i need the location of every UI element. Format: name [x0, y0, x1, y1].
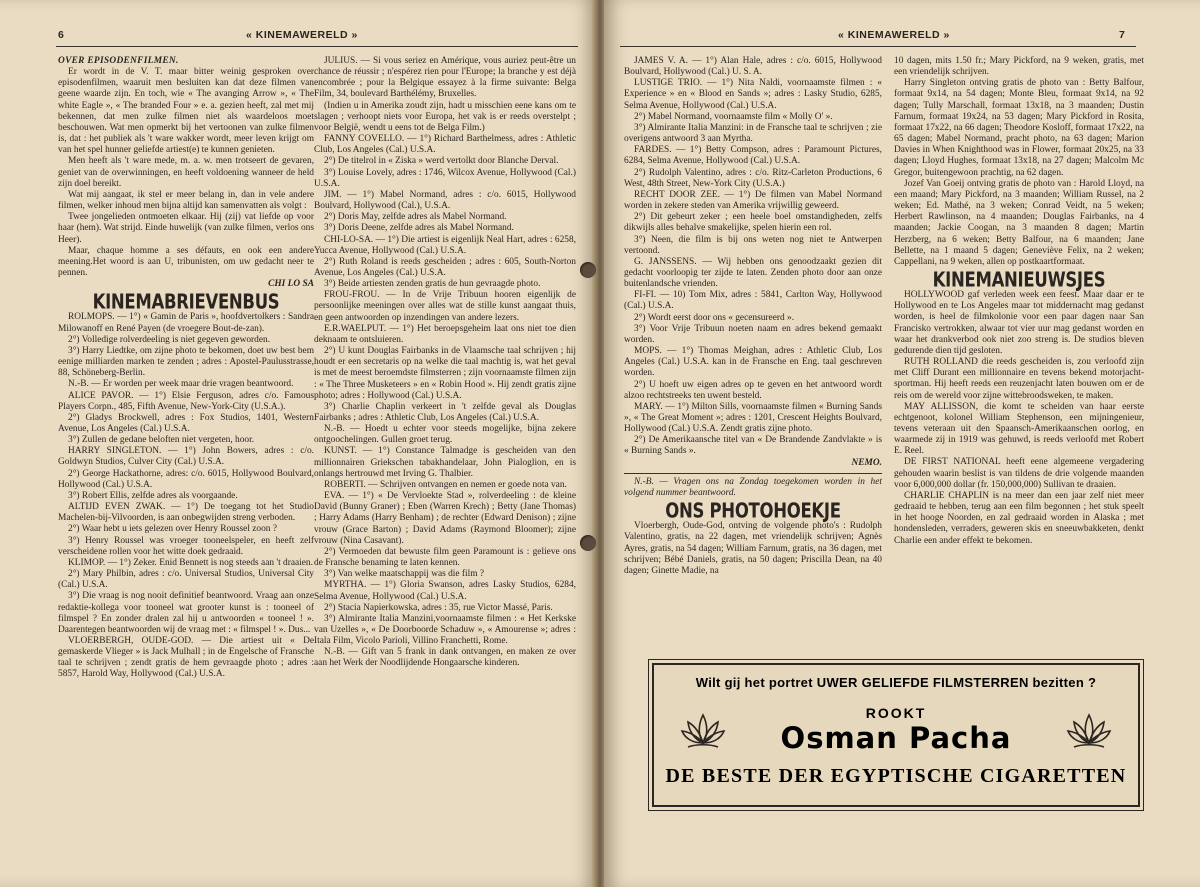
left-column-1 — [58, 56, 314, 681]
left-header — [0, 30, 596, 44]
answer: FANNY COVELLO. — 1°) Richard Barthelmess, adres : Athletic Club, Los Angeles (Cal.) U.S.A. — [314, 134, 576, 156]
answer: 2°) Rudolph Valentino, adres : c/o. Ritz-Carleton Productions, 6 West, 48th Street, New-York City (U.S.A.) — [624, 167, 882, 189]
answer: JAMES V. A. — 1°) Alan Hale, adres : c/o. 6015, Hollywood Boulvard, Hollywood (Cal.) U. S. A. — [624, 56, 882, 78]
answer: 2°) Volledige rolverdeeling is niet gegeven geworden. — [68, 334, 271, 345]
answer: LUSTIGE TRIO. — 1°) Nita Naldi, voornaamste filmen : « Experience » en « Blood en Sands »; adres : Lasky Studio, 6285, Selma Avenue, Hollywood (Cal.) U.S.A. — [624, 78, 882, 111]
paragraph: Maar, chaque homme a ses défauts, en ook een andere meening.Het woord is aan U, tribunisten, om uw gedacht neer te pennen. — [58, 245, 314, 278]
editor-note: N.-B. — Vragen ons na Zondag toegekomen worden in het volgend nummer beantwoord. — [624, 473, 882, 499]
answer: 3°) Louise Lovely, adres : 1746, Wilcox Avenue, Hollywood (Cal.) U.S.A. — [314, 167, 576, 189]
answer: 3°) Charlie Chaplin verkeert in 't zelfde geval als Douglas Fairbanks ; adres : Athletic Club, Los Angeles (Cal.) U.S.A. — [314, 401, 576, 423]
answer: 3°) Almirante Italia Manzini: in de Fransche taal te schrijven ; zie overigens antwoord 3 aan Myrtha. — [624, 122, 882, 145]
answer: MOPS. — 1°) Thomas Meighan, adres : Athletic Club, Los Angeles (Cal.) U.S.A. kan in de Fransche en Eng. taal geschreven worden. — [624, 346, 882, 379]
answer: MYRTHA. — 1°) Gloria Swanson, adres Lasky Studios, 6284, Selma Avenue, Hollywood (Cal.) U.S.A. — [314, 580, 576, 602]
answer: 2°) De titelrol in « Ziska » werd vertolkt door Blanche Derval. — [324, 156, 559, 167]
section-banner: ONS PHOTOHOEKJE — [665, 498, 841, 523]
ad-brand-name: Osman Pacha — [780, 721, 1012, 755]
answer: KLIMOP. — 1°) Zeker. Enid Bennett is nog steeds aan 't draaien. — [68, 557, 313, 568]
answer: N.-B. — Gift van 5 frank in dank ontvangen, en maken ze over aan het Werk der Noodlijdende Hongaarsche kinderen. — [314, 647, 576, 669]
answer: 2°) Mabel Normand, voornaamste film « Molly O' ». — [634, 111, 833, 122]
answer: 2°) Ruth Roland is reeds gescheiden ; adres : 605, South-Norton Avenue, Los Angeles (Cal.) U.S.A. — [314, 256, 576, 278]
left-column-2 — [314, 56, 576, 670]
paragraph: Men heeft als 't ware mede, m. a. w. men trotseert de gevaren, geniet van de overwinningen, en heeft voldoening wanneer de held zijn doel bereikt. — [58, 156, 314, 189]
answer: 3°) Almirante Italia Manzini,voornaamste filmen : « Het Kerkske van Uzelles », « De Doorboorde Schaduw », « Amourense »; adres : Itala Film, Vicolo Parioli, Villino Franchetti, Rome. — [314, 613, 576, 647]
section-banner: KINEMABRIEVENBUS — [92, 289, 280, 314]
cigarette-advertisement — [652, 663, 1140, 807]
header-rule — [56, 46, 578, 47]
header-rule — [620, 46, 1136, 47]
news-item: HOLLYWOOD gaf verleden week een feest. Maar daar er te Hollywood en te Los Angeles maar tot middernacht mag gedanst worden, is heel de filmkolonie voor een paar dagen naar San Francisko vertrokken, alwaar tot vier uur mag gedanst worden en waar het drankverbod ook niet zoo streng is. De studios bleven gedurende dien tijd gesloten. — [894, 290, 1144, 356]
answer: FROU-FROU. — In de Vrije Tribuun hooren eigenlijk de persoonlijke meeningen over alles wat de stille kunst aangaat thuis, en geen antwoorden op inzendingen van andere lezers. — [314, 290, 576, 323]
answer: 3°) Die vraag is nog nooit definitief beantwoord. Vraag aan onze redaktie-kollega voor tooneel wat grooter kunst is : tooneel of filmspel ? En zonder dralen zal hij u antwoorden « tooneel ! ». Daarentegen beantwoorden wij de vraag met : « filmspel ! ». Dus... — [58, 591, 314, 635]
answer: JULIUS. — Si vous seriez en Amérique, vous auriez peut-être un chance de réussir ; n'espérez rien pour l'Europe; la branche y est déjà encombrée ; pour la Belgique essayez à la firme suivante: Belga Film, 34, boulevard Barthélémy, Bruxelles. — [314, 56, 576, 100]
running-title: « KINEMAWERELD » — [838, 29, 950, 41]
ad-rookt: ROOKT — [865, 705, 927, 721]
answer: ALICE PAVOR. — 1°) Elsie Ferguson, adres c/o. Famous Players Corpn., 485, Fifth Avenue, New-York-City (U.S.A.). — [58, 390, 314, 412]
answer: RECHT DOOR ZEE. — 1°) De filmen van Mabel Normand worden in zekere steden van Amerika vrijwillig geweerd. — [624, 189, 882, 212]
answer: 2°) U hoeft uw eigen adres op te geven en het antwoord wordt alzoo rechtstreeks ten uwent besteld. — [624, 379, 882, 401]
answer: 3°) Henry Roussel was vroeger tooneelspeler, en heeft zelf verscheidene rollen voor het witte doek gedraaid. — [58, 535, 314, 557]
answer: 2°) Vermoeden dat bewuste film geen Paramount is : gelieve ons de Fransche benaming te laten kennen. — [314, 546, 576, 569]
left-page — [0, 0, 596, 887]
answer: 3°) Van welke maatschappij was die film ? — [324, 569, 485, 580]
answer: 2°) Mary Philbin, adres : c/o. Universal Studios, Universal City (Cal.) U.S.A. — [58, 569, 314, 591]
answer: 2°) Waar hebt u iets gelezen over Henry Roussel zoon ? — [68, 524, 277, 535]
paragraph: Vloerbergh, Oude-God, ontving de volgende photo's : Rudolph Valentino, gratis, na 22 dagen, met vriendelijk schrijven; Agnès Ayres, gratis, na 54 dagen; William Farnum, gratis, na 36 dagen, met schrijven; Bébé Daniels, gratis, na 50 dagen; Priscilla Dean, na 40 dagen; Ginette Madie, na — [624, 521, 882, 576]
answer: 3°) Doris Deene, zelfde adres als Mabel Normand. — [324, 223, 514, 234]
punch-hole — [580, 535, 596, 551]
answer: 3°) Harry Liedtke, om zijne photo te bekomen, doet uw best bem eenige milliarden marken te zenden ; adres : Apostel-Paulusstrasse, 88, Schöneberg-Berlin. — [58, 345, 314, 379]
paragraph: Er wordt in de V. T. maar bitter weinig gesproken over episodenfilmen, waaruit men besluiten kan dat deze filmen van geene waarde zijn. En toch, wie « The avanging Arrow », « The white Eagle », « The branded Four » e. a. gezien heeft, zal met mij bekennen, dat men zulke filmen niet als waardeloos moet beschouwen. Wat men opmerkt bij het vertoonen van zulke filmen is, dat : het publiek als 't ware wakker wordt, meer leven krijgt om van het spel hunner geliefde artiest(e) te kunnen genieten. — [58, 67, 314, 156]
answer: G. JANSSENS. — Wij hebben ons genoodzaakt gezien dit gedacht voorloopig ter zijde te laten. Zenden photo door aan onze buitenlandsche vrienden. — [624, 256, 882, 290]
paragraph: Twee jongelieden ontmoeten elkaar. Hij (zij) vat liefde op voor haar (hem). Wat strijd. Einde huwelijk (van zulke filmen, verlos ons Heer). — [58, 212, 314, 245]
answer: 3°) Robert Ellis, zelfde adres als voorgaande. — [68, 490, 238, 501]
article-heading: OVER EPISODENFILMEN. — [58, 56, 179, 66]
answer: ROBERTI. — Schrijven ontvangen en nemen er goede nota van. — [324, 479, 567, 490]
answer: FARDES. — 1°) Betty Compson, adres : Paramount Pictures, 6284, Selma Avenue, Hollywood (Cal.) U.S.A. — [624, 145, 882, 167]
answer: 2°) George Hackathorne, adres: c/o. 6015, Hollywood Boulvard, Hollywood (Cal.) U.S.A. — [58, 468, 314, 490]
signature: CHI LO SA — [268, 279, 314, 290]
answer: E.R.WAELPUT. — 1°) Het beroepsgeheim laat ons niet toe dien deknaam te ontsluieren. — [314, 323, 576, 345]
page-number: 7 — [1119, 29, 1126, 41]
answer: VLOERBERGH, OUDE-GOD. — Die artiest uit « De gemaskerde Vlieger » is Jack Mulhall ; in de Engelsche of Fransche taal te schrijven ; zendt gratis de hem gevraagde photo ; adres : 5857, Harold Way, Hollywood (Cal.) U.S.A. — [58, 635, 314, 680]
answer: MARY. — 1°) Milton Sills, voornaamste filmen « Burning Sands », « The Great Moment »; adres : 1201, Crescent Heights Boulvard, Hollywood (Cal.) U.S.A. Zendt gratis zijne photo. — [624, 401, 882, 435]
news-item: DE FIRST NATIONAL heeft eene algemeene vergadering gehouden waarin beslist is van tildens de drie volgende maanden voor 6,000,000 dollar (fr. 150,000,000) Sullivan te draaien. — [894, 457, 1144, 490]
punch-hole — [580, 262, 596, 278]
answer: ROLMOPS. — 1°) « Gamin de Paris », hoofdvertolkers : Sandra Milowanoff en René Payen (de vroegere Bout-de-zan). — [58, 312, 314, 334]
answer: N.-B. — Er worden per week maar drie vragen beantwoord. — [68, 379, 294, 390]
answer: 3°) Beide artiesten zenden gratis de hun gevraagde photo. — [324, 279, 541, 290]
page-number: 6 — [58, 29, 65, 41]
answer: 2°) Stacia Napierkowska, adres : 35, rue Victor Massé, Paris. — [324, 602, 553, 613]
running-title: « KINEMAWERELD » — [246, 29, 358, 41]
answer: 3°) Zullen de gedane beloften niet vergeten, hoor. — [68, 435, 255, 446]
answer: N.-B. — Hoedt u echter voor steeds mogelijke, bijna zekere ontgoochelingen. Gullen groet terug. — [314, 424, 576, 446]
right-header — [604, 30, 1200, 44]
answer: JIM. — 1°) Mabel Normand, adres : c/o. 6015, Hollywood Boulvard, Hollywood (Cal.), U.S.A. — [314, 189, 576, 212]
news-item: RUTH ROLLAND die reeds gescheiden is, zou verloofd zijn met Cliff Durant een millionnaire en tevens bekend motorjacht-sportman. Hij heeft reeds een reuzenjacht laten bouwen om er de reis om de wereld voor zijne wittebroodsweken, te maken. — [894, 357, 1144, 401]
answer: 2°) Dit gebeurt zeker ; een heele boel omstandigheden, zelfs dikwijls alles behalve smakelijke, spelen hierin een rol. — [624, 212, 882, 234]
paragraph: Wat mij aangaat, ik stel er meer belang in, dan in vele andere filmen, welker inhoud men bijna altijd kan samenvatten als volgt : — [58, 189, 314, 212]
answer: 2°) Gladys Brockwell, adres : Fox Studios, 1401, Western Avenue, Los Angeles (Cal.) U.S.A. — [58, 412, 314, 434]
answer: 3°) Neen, die film is bij ons weten nog niet te Antwerpen vertoond. — [624, 234, 882, 256]
answer: (Indien u in Amerika zoudt zijn, hadt u misschien eene kans om te slagen ; verhoopt niets voor Europa, het vak is er reeds overstelpt ; voor België, wendt u eens tot de Belga Film.) — [314, 100, 576, 133]
right-column-1 — [624, 56, 882, 577]
paragraph: Jozef Van Goeij ontving gratis de photo van : Harold Lloyd, na een maand; Mary Pickford, na 3 maanden; William Russel, na 2 weken; Ed. Mathé, na 3 weken; Conrad Veidt, na 5 weken; Herbert Rawlinson, na 4 maanden; Douglas Fairbanks, na 4 maanden; Jackie Coogan, na 3 maanden 8 dagen; Martin Herzberg, na 6 weken; Betty Balfour, na 6 maanden; Jane Bellette, na 1 maand 5 dagen; Geneviève Felix, na 2 weken; Cappellani, na 9 weken, allen op postkaartformaat. — [894, 178, 1144, 267]
section-banner: KINEMANIEUWSJES — [932, 267, 1106, 292]
right-column-2 — [894, 56, 1144, 547]
answer: 2°) De Amerikaansche titel van « De Brandende Zandvlakte » is « Burning Sands ». — [624, 435, 882, 457]
answer: 2°) Wordt eerst door ons « gecensureerd ». — [634, 312, 795, 323]
answer: HARRY SINGLETON. — 1°) John Bowers, adres : c/o. Goldwyn Studios, Culver City (Cal.) U.S.A. — [58, 446, 314, 468]
ad-question: Wilt gij het portret UWER GELIEFDE FILMSTERREN bezitten ? — [695, 675, 1097, 690]
paragraph: 10 dagen, mits 1.50 fr.; Mary Pickford, na 9 weken, gratis, met een vriendelijk schrijven. — [894, 56, 1144, 78]
answer: ALTIJD EVEN ZWAK. — 1°) De toegang tot het Studio Machelen-bij-Vilvoorden, is aan onbegwijden streng verboden. — [58, 502, 314, 524]
news-item: MAY ALLISSON, die komt te scheiden van haar eerste echtgenoot, kolonel William Stephenson, een mijningenieur, tevens veteraan uit den Spaansch-Amerikaanschen oorlog, en waarmede zij in 1919 was gehuwd, is reeds verloofd met Robert E. Reel. — [894, 401, 1144, 457]
answer: KUNST. — 1°) Constance Talmadge is gescheiden van den millionnairen Griekschen tabakhandelaar, John Pialoglion, en is onlangs hertrouwd met Irving G. Thalbier. — [314, 446, 576, 479]
answer: 3°) Voor Vrije Tribuun noeten naam en adres bekend gemaakt worden. — [624, 323, 882, 345]
answer: 2°) Doris May, zelfde adres als Mabel Normand. — [324, 212, 507, 223]
ad-slogan: DE BESTE DER EGYPTISCHE CIGARETTEN — [665, 765, 1127, 787]
news-item: CHARLIE CHAPLIN is na meer dan een jaar zelf niet meer gedraaid te hebben, terug aan een film begonnen ; het stuk speelt in het hooge Noorden, en zal gedraaid worden in Alaska ; met hondensleden, verraders, geweren skis en sneeuwbakketen, denkt Charlie een ander effekt te bekomen. — [894, 490, 1144, 546]
answer: EVA. — 1°) « De Vervloekte Stad », rolverdeeling : de kleine David (Bunny Graner) ; Eben (Warren Krech) ; Betty (Jane Thomas) ; Harry Adams (Harry Benham) ; de rechter (Edward Denison) ; zijne vrouw (Grace Barton) ; David Adams (Raymond Bloomer); zijne vrouw (Nina Casavant). — [314, 491, 576, 546]
paragraph: Harry Singleton ontving gratis de photo van : Betty Balfour, formaat 9x14, na 54 dagen; Monte Bleu, formaat 9x14, na 92 dagen; Tully Marschall, formaat 13x18, na 3 maanden; Dustin Farnum, formaat 19x24, na 53 dagen; Mary Pickford in Rosita, formaat 17x22, na 66 dagen; Theodore Kosloff, formaat 17x22, na 65 dagen; Mabel Normand, pracht photo, na 63 dagen; Marion Davies in When Knighthood was in Flower, formaat 20x25, na 33 dagen; Lloyd Hughes, formaat 13x18, na 27 dagen; Malcolm Mc Gregor, buitengewoon prachtig, na 62 dagen. — [894, 78, 1144, 178]
signature: NEMO. — [851, 457, 882, 468]
answer: FI-FI. — 10) Tom Mix, adres : 5841, Carlton Way, Hollywood (Cal.) U.S.A. — [624, 290, 882, 312]
answer: CHI-LO-SA. — 1°) Die artiest is eigenlijk Neal Hart, adres : 6258, Yucca Avenue, Hollywood (Cal.) U.S.A. — [314, 234, 576, 256]
answer: 2°) U kunt Douglas Fairbanks in de Vlaamsche taal schrijven ; hij houdt er een secretaris op na welke die taal machtig is, wat het geval is met de meest beroemdste filmsterren ; zijn voornaamste filmen zijn : « The Three Musketeers » en « Robin Hood ». Hij zendt gratis zijne photo; adres : Hollywood (Cal.) U.S.A. — [314, 346, 576, 401]
